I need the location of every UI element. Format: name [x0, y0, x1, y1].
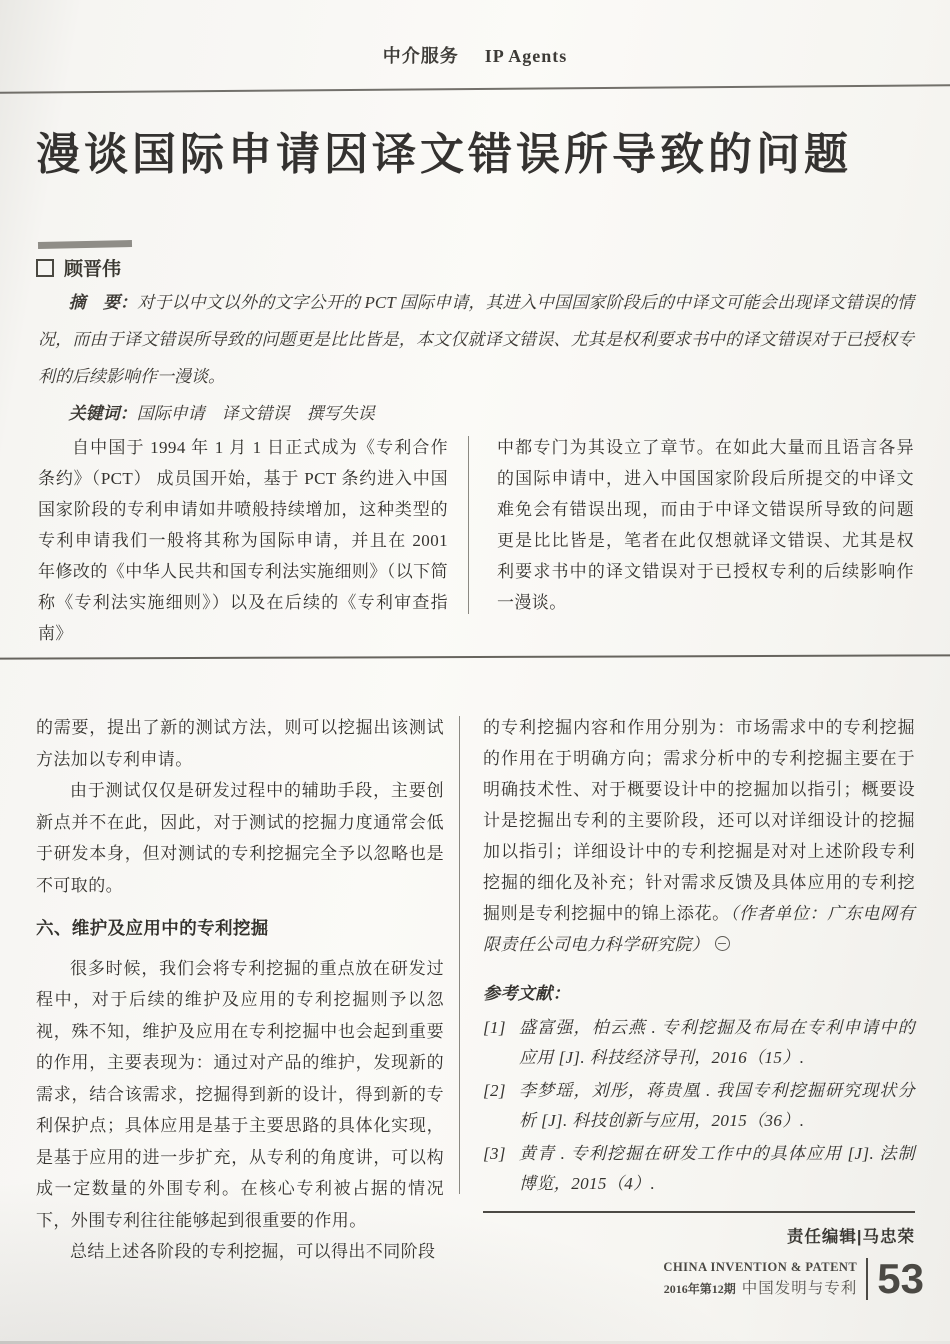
article2-column-right	[483, 712, 915, 1253]
author-marker-square-icon	[36, 259, 54, 277]
footer-vertical-bar	[866, 1258, 868, 1300]
column-divider-upper	[468, 436, 469, 614]
author-row	[36, 254, 121, 281]
references-label: 参考文献：	[483, 984, 570, 1003]
abstract-label: 摘 要：	[68, 293, 138, 312]
reference-text: 李梦瑶，刘彤，蒋贵凰 . 我国专利挖掘研究现状分析 [J]. 科技创新与应用，2015（36）.	[519, 1081, 915, 1130]
reference-text: 盛富强，柏云燕 . 专利挖掘及布局在专利申请中的应用 [J]. 科技经济导刊，2016（15）.	[519, 1018, 915, 1067]
abstract-block	[38, 284, 914, 432]
reference-item	[483, 1139, 915, 1198]
footer-journal-info	[663, 1260, 857, 1298]
article2-right-paragraph	[483, 712, 915, 960]
section-name-cn: 中介服务	[382, 46, 459, 66]
editor-divider-rule	[483, 1211, 915, 1213]
end-of-article-icon	[715, 936, 730, 951]
keywords-line	[38, 395, 914, 432]
article1-column-right	[497, 432, 914, 618]
reference-text: 黄青 . 专利挖掘在研发工作中的具体应用 [J]. 法制博览，2015（4）.	[519, 1144, 915, 1193]
reference-number: [3]	[483, 1144, 506, 1163]
author-name: 顾晋伟	[64, 259, 122, 280]
article1-column-left	[38, 432, 448, 649]
article-separator-rule	[0, 654, 950, 659]
reference-item	[483, 1013, 915, 1072]
article2-left-paragraph-2: 由于测试仅仅是研发过程中的辅助手段，主要创新点并不在此，因此，对于测试的挖掘力度通常会低于研发本身，但对测试的专利挖掘完全予以忽略也是不可取的。	[36, 781, 444, 895]
journal-name-cn: 中国发明与专利	[741, 1280, 858, 1297]
journal-issue-line	[663, 1276, 857, 1298]
article2-left-paragraph-4: 总结上述各阶段的专利挖掘，可以得出不同阶段	[70, 1242, 436, 1261]
page-footer	[663, 1255, 924, 1302]
abstract-text: 对于以中文以外的文字公开的 PCT 国际申请，其进入中国国家阶段后的中译文可能会出现译文错误的情况，而由于译文错误所导致的问题更是比比皆是，本文仅就译文错误、尤其是权利要求书中的译文错误对于已授权专利的后续影响作一漫谈。	[38, 293, 915, 386]
abstract-paragraph	[38, 284, 914, 395]
keywords-text: 国际申请 译文错误 撰写失误	[136, 404, 375, 423]
journal-issue: 2016年第12期	[663, 1282, 736, 1296]
reference-number: [2]	[483, 1081, 506, 1100]
article1-right-paragraph: 中都专门为其设立了章节。在如此大量而且语言各异的国际申请中，进入中国国家阶段后所提交的中译文难免会有错误出现，而由于中译文错误所导致的问题更是比比皆是，笔者在此仅想就译文错误、尤其是权利要求书中的译文错误对于已授权专利的后续影响作一漫谈。	[497, 438, 914, 612]
journal-name-en: CHINA INVENTION & PATENT	[663, 1260, 858, 1274]
page-number: 53	[877, 1255, 924, 1302]
section-name-en: IP Agents	[484, 46, 568, 66]
article2-left-paragraph-1: 的需要，提出了新的测试方法，则可以挖掘出该测试方法加以专利申请。	[36, 718, 444, 769]
reference-number: [1]	[483, 1018, 506, 1037]
article1-left-paragraph: 自中国于 1994 年 1 月 1 日正式成为《专利合作条约》（PCT） 成员国开始，基于 PCT 条约进入中国国家阶段的专利申请如井喷般持续增加，这种类型的专利申请我们一般将其称为国际申请，并且在 2001 年修改的《中华人民共和国专利法实施细则》（以下简称《专利法实施细则》）以及在后续的《专利审查指南》	[38, 438, 448, 643]
article2-right-text: 的专利挖掘内容和作用分别为：市场需求中的专利挖掘的作用在于明确方向；需求分析中的专利挖掘主要在于明确技术性、对于概要设计中的挖掘加以指引；概要设计是挖掘出专利的主要阶段，还可以对详细设计的挖掘加以指引；详细设计中的专利挖掘是对对上述阶段专利挖掘的细化及补充；针对需求反馈及具体应用的专利挖掘则是专利挖掘中的锦上添花。	[483, 718, 915, 923]
article-title: 漫谈国际申请因译文错误所导致的问题	[36, 130, 852, 179]
section-heading: 六、维护及应用中的专利挖掘	[36, 918, 269, 938]
reference-item	[483, 1076, 915, 1135]
journal-section-header	[0, 42, 950, 68]
author-unit-note: （作者单位：广东电网有限责任公司电力科学研究院）	[483, 904, 915, 954]
author-accent-bar	[38, 240, 132, 249]
responsible-editor: 责任编辑|马忠荣	[786, 1228, 915, 1246]
keywords-label: 关键词：	[68, 404, 137, 423]
article2-left-paragraph-3: 很多时候，我们会将专利挖掘的重点放在研发过程中，对于后续的维护及应用的专利挖掘则予以忽视，殊不知，维护及应用在专利挖掘中也会起到重要的作用，主要表现为：通过对产品的维护，发现新的需求，结合该需求，挖掘得到新的设计，得到新的专利保护点；具体应用是基于主要思路的具体化实现，是基于应用的进一步扩充，从专利的角度讲，可以构成一定数量的外围专利。在核心专利被占据的情况下，外围专利往往能够起到很重要的作用。	[36, 958, 444, 1230]
header-divider-rule	[0, 84, 950, 94]
article2-column-left	[36, 712, 444, 1268]
column-divider-lower	[459, 716, 460, 1194]
